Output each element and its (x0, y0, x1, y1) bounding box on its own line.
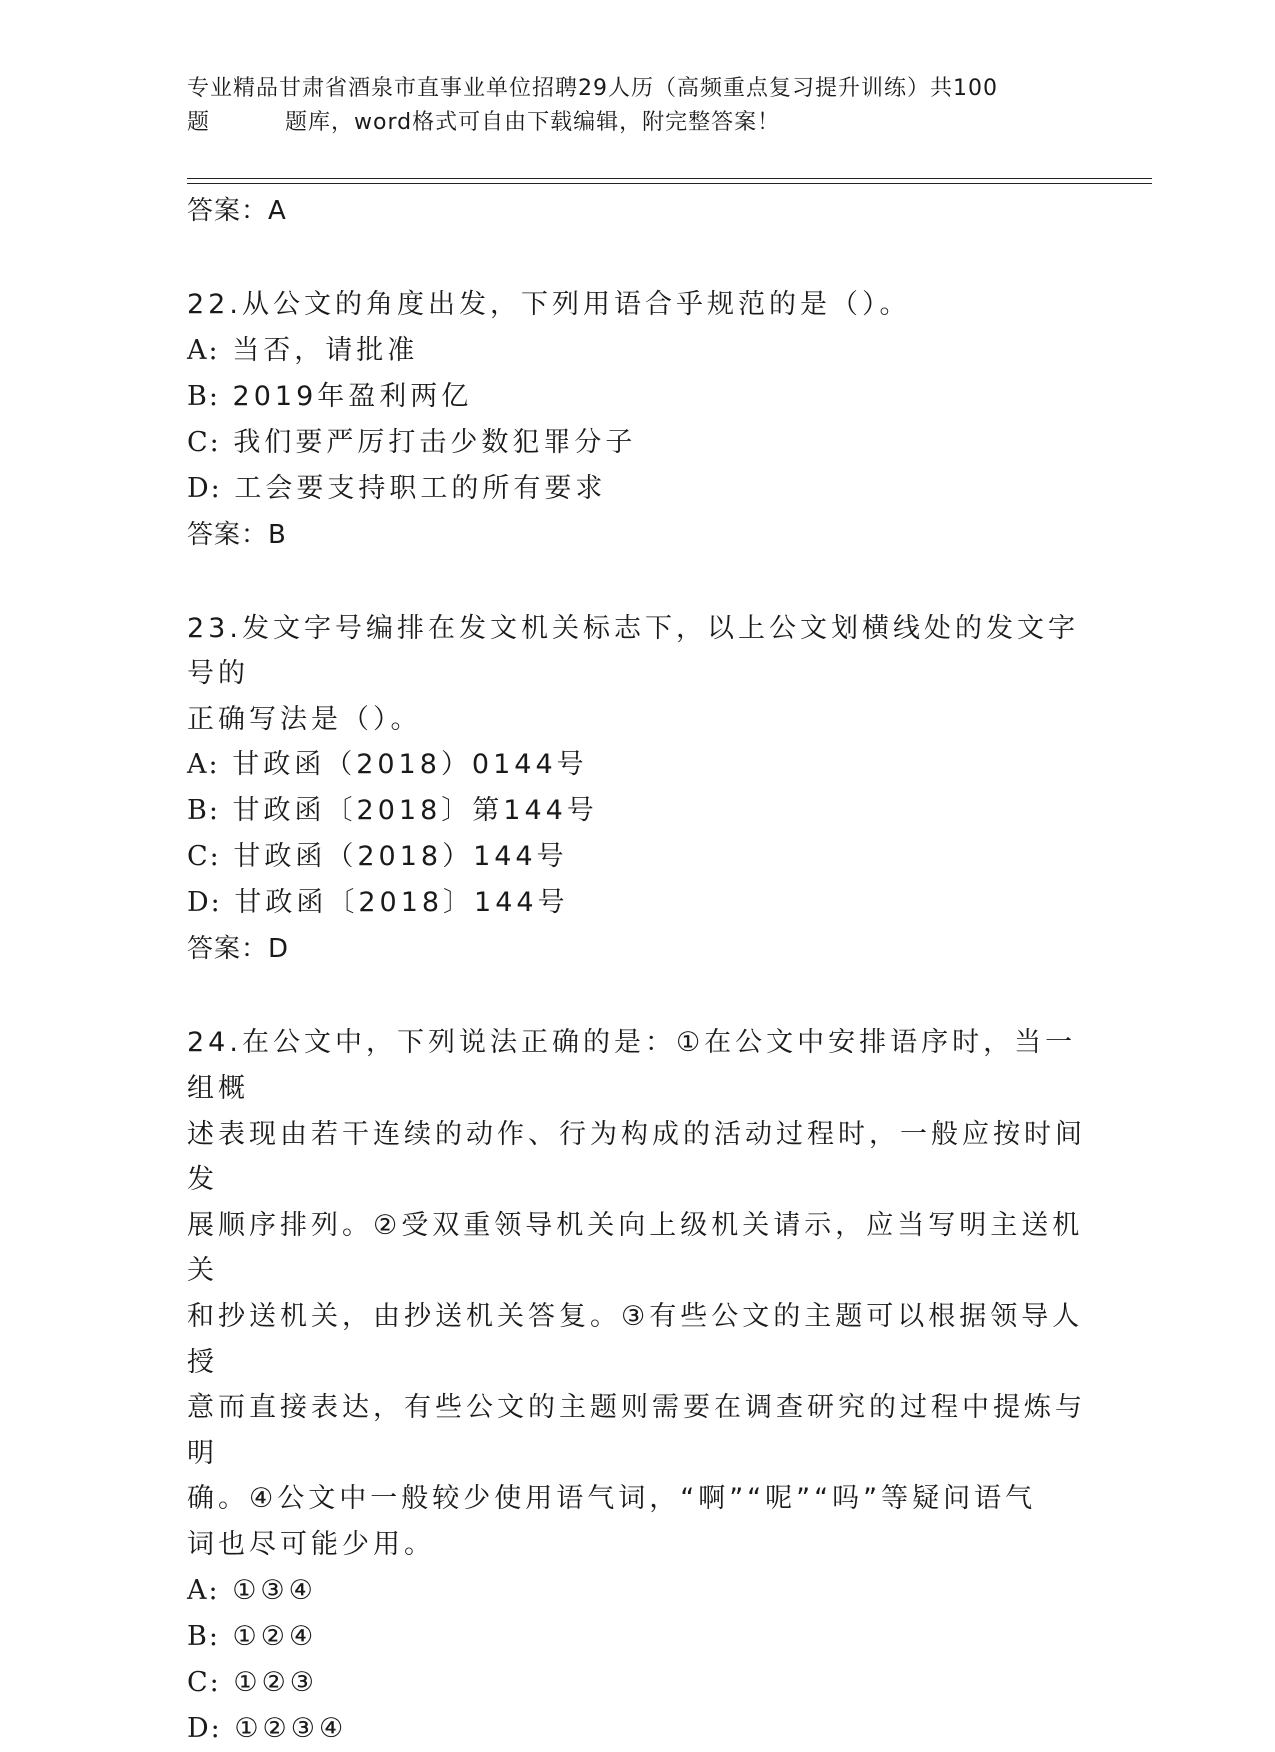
option-d: D: 工会要支持职工的所有要求 (187, 472, 607, 504)
question-text-line: 展顺序排列。②受双重领导机关向上级机关请示，应当写明主送机关 (187, 1209, 1084, 1287)
question-text-line: 和抄送机关，由抄送机关答复。③有些公文的主题可以根据领导人授 (187, 1300, 1084, 1378)
question-text-line: 23.发文字号编排在发文机关标志下，以上公文划横线处的发文字号的 (187, 612, 1079, 690)
option-d: D: 甘政函〔2018〕144号 (187, 887, 569, 919)
option-a: A: ①③④ (187, 1574, 317, 1606)
question-text-line: 确。④公文中一般较少使用语气词，“啊”“呢”“吗”等疑问语气 (187, 1483, 1037, 1515)
header-rule-bottom (187, 183, 1152, 184)
question-23 (187, 606, 1087, 973)
header-title-line2 (187, 106, 1067, 140)
document-body (187, 188, 1087, 1752)
question-22 (187, 282, 1087, 558)
option-a: A: 当否，请批准 (187, 334, 419, 366)
header-line2-rest: 题库，word格式可自由下载编辑，附完整答案！ (285, 110, 781, 135)
header-rule-top (187, 178, 1152, 179)
option-c: C: 我们要严厉打击少数犯罪分子 (187, 426, 637, 458)
option-b: B: ①②④ (187, 1620, 318, 1652)
answer-23: 答案：D (187, 934, 290, 965)
option-c: C: ①②③ (187, 1666, 318, 1698)
page-header (187, 72, 1067, 140)
header-line2-lead: 题 (187, 110, 211, 135)
option-b: B: 甘政函〔2018〕第144号 (187, 795, 598, 827)
question-text-line: 意而直接表达，有些公文的主题则需要在调查研究的过程中提炼与明 (187, 1392, 1086, 1469)
question-text-line: 24.在公文中，下列说法正确的是：①在公文中安排语序时，当一组概 (187, 1027, 1077, 1104)
option-d: D: ①②③④ (187, 1712, 348, 1744)
question-text-line: 词也尽可能少用。 (187, 1528, 435, 1560)
answer-22: 答案：B (187, 519, 287, 550)
question-text: 22.从公文的角度出发，下列用语合乎规范的是（）。 (187, 289, 911, 320)
option-c: C: 甘政函（2018）144号 (187, 841, 568, 873)
option-a: A: 甘政函（2018）0144号 (187, 749, 588, 781)
question-text-line: 述表现由若干连续的动作、行为构成的活动过程时，一般应按时间发 (187, 1118, 1086, 1196)
option-b: B: 2019年盈利两亿 (187, 380, 473, 412)
question-24 (187, 1020, 1087, 1751)
header-title-line1: 专业精品甘肃省酒泉市直事业单位招聘29人历（高频重点复习提升训练）共100 (187, 76, 998, 101)
answer-21: 答案：A (187, 196, 287, 226)
question-text-line: 正确写法是（）。 (187, 703, 422, 735)
